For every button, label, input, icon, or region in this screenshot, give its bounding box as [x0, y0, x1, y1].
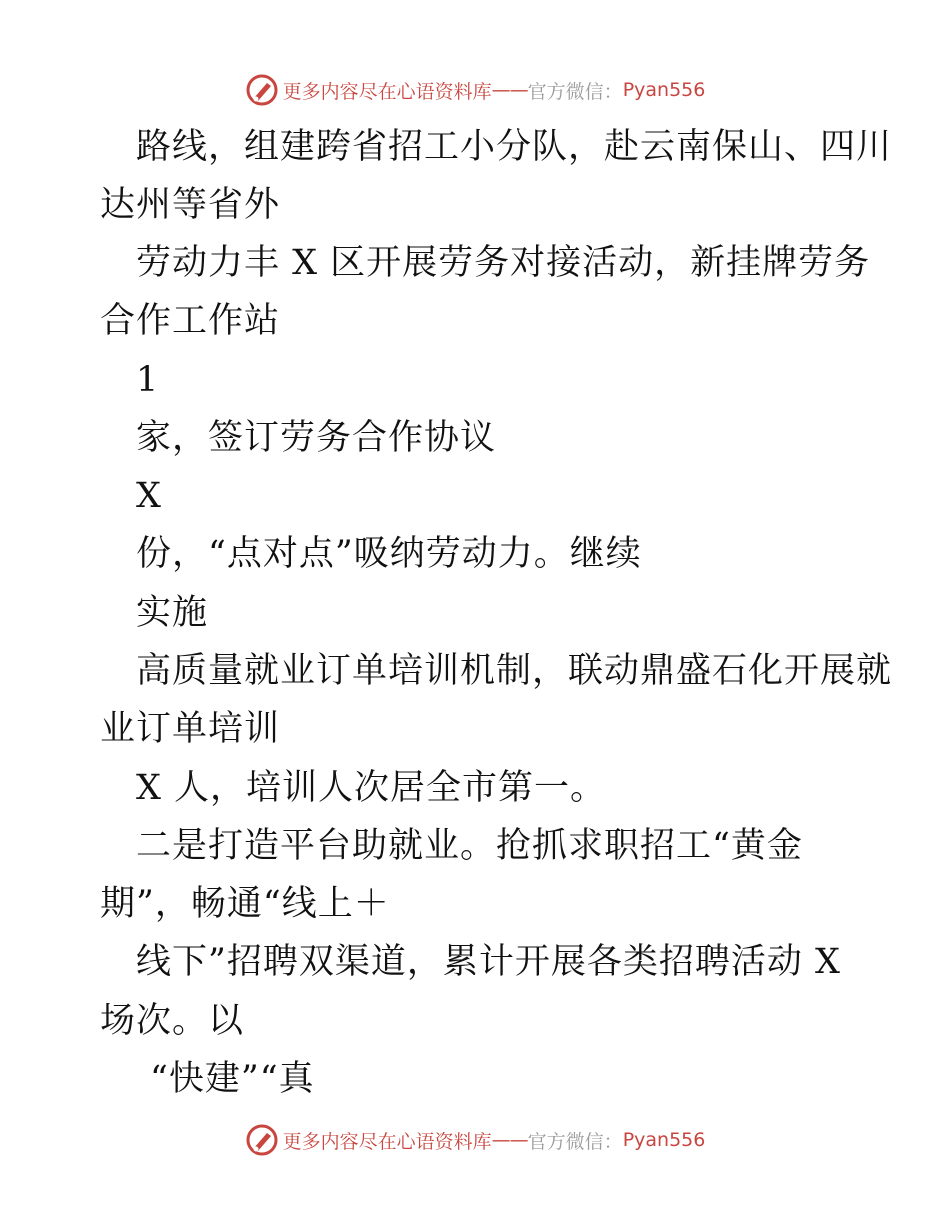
body-line: 高质量就业订单培训机制，联动鼎盛石化开展就: [136, 651, 893, 691]
body-line: 份，“点对点”吸纳劳动力。继续: [136, 534, 642, 574]
watermark-wechat-id: Pyan556: [622, 1129, 706, 1151]
body-line: 家，签订劳务合作协议: [136, 418, 497, 458]
body-line: “快建”“真: [150, 1059, 315, 1099]
body-line: 业订单培训: [100, 709, 281, 749]
body-line: 实施: [136, 593, 209, 633]
watermark-wechat-id: Pyan556: [622, 79, 706, 101]
body-line: X 人，培训人次居全市第一。: [136, 768, 607, 808]
body-line: 劳动力丰 X 区开展劳务对接活动，新挂牌劳务: [136, 243, 871, 283]
body-line: 路线，组建跨省招工小分队，赴云南保山、四川: [136, 127, 893, 167]
body-line: 二是打造平台助就业。抢抓求职招工“黄金: [136, 826, 803, 866]
body-line: 达州等省外: [100, 185, 281, 225]
watermark-wechat-label: 官方微信：: [527, 1130, 623, 1153]
body-line: 期”，畅通“线上＋: [100, 884, 390, 924]
watermark-brand: 更多内容尽在心语资料库: [282, 1130, 492, 1153]
watermark-separator: ——: [491, 1129, 528, 1151]
body-line: 1: [136, 360, 160, 400]
watermark-separator: ——: [491, 79, 528, 101]
body-line: X: [136, 476, 162, 516]
watermark-wechat-label: 官方微信：: [527, 80, 623, 103]
body-line: 场次。以: [100, 1001, 245, 1041]
watermark-brand: 更多内容尽在心语资料库: [282, 80, 492, 103]
footer-watermark: [0, 1120, 950, 1160]
body-line: 合作工作站: [100, 301, 281, 341]
pen-seal-logo-icon: [245, 1123, 279, 1157]
body-line: 线下”招聘双渠道，累计开展各类招聘活动 X: [136, 942, 841, 982]
